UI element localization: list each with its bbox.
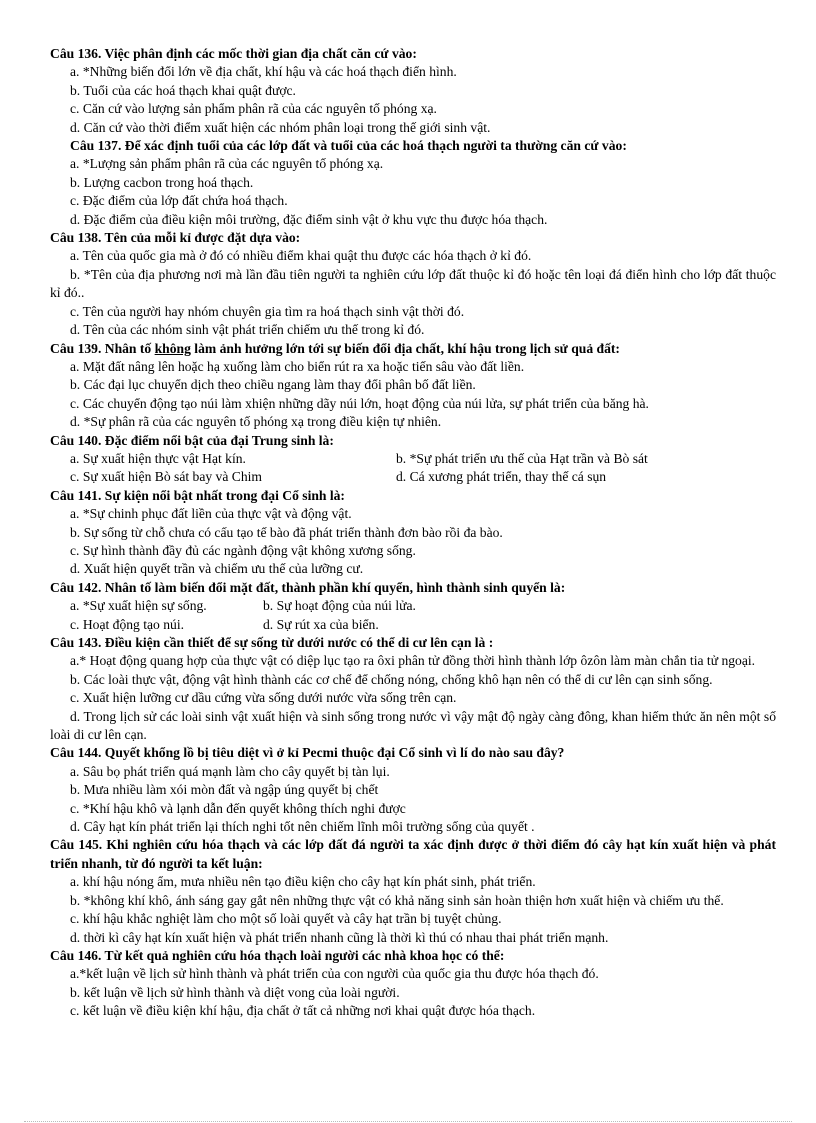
answer-row [50, 597, 776, 615]
question-143 [50, 634, 776, 744]
answer-option: a. Mặt đất nâng lên hoặc hạ xuống làm cho biển rút ra xa hoặc tiến sâu vào đất liền. [70, 358, 525, 374]
answer-option: a. *Sự xuất hiện sự sống. [70, 598, 207, 614]
answer-option: a. Tên của quốc gia mà ở đó có nhiều điểm khai quật thu được các hóa thạch ở kỉ đó. [70, 248, 532, 264]
answer-option: b. Mưa nhiều làm xói mòn đất và ngập úng quyết bị chết [70, 782, 379, 798]
question-144 [50, 744, 776, 836]
answer-option: b. Các đại lục chuyển dịch theo chiều ngang làm thay đổi phân bố đất liền. [70, 377, 476, 393]
answer-option: a.*kết luận về lịch sử hình thành và phát triển của con người của quốc gia thu được hóa thạch đó. [70, 966, 599, 982]
question-138 [50, 229, 776, 339]
answer-option: c. kết luận về điều kiện khí hậu, địa chất ở tất cả những nơi khai quật được hóa thạch. [70, 1003, 536, 1019]
answer-option: a. *Những biến đổi lớn về địa chất, khí hậu và các hoá thạch điển hình. [70, 64, 457, 80]
answer-option: d. Sự rút xa của biển. [263, 616, 379, 632]
answer-option: b. *Tên của địa phương nơi mà lần đầu tiên người ta nghiên cứu lớp đất thuộc kỉ đó hoặc tên loại đá điển hình cho lớp đất thuộc kỉ đó.. [50, 266, 776, 301]
page-bottom-rule [24, 1121, 792, 1122]
answer-option: a. *Sự chinh phục đất liền của thực vật và động vật. [70, 506, 352, 522]
answer-option: c. Đặc điểm của lớp đất chứa hoá thạch. [70, 193, 288, 209]
answer-row [50, 468, 776, 486]
question-139 [50, 340, 776, 432]
answer-option: d. Căn cứ vào thời điểm xuất hiện các nhóm phân loại trong thế giới sinh vật. [70, 119, 491, 135]
answer-option: c. Tên của người hay nhóm chuyên gia tìm ra hoá thạch sinh vật thời đó. [70, 303, 465, 319]
answer-option: c. Xuất hiện lưỡng cư dầu cứng vừa sống dưới nước vừa sống trên cạn. [70, 690, 457, 706]
question-145 [50, 836, 776, 946]
answer-option: c. Sự xuất hiện Bò sát bay và Chim [70, 469, 262, 485]
answer-option: c. Căn cứ vào lượng sản phẩm phân rã của các nguyên tố phóng xạ. [70, 101, 437, 117]
question-title: Câu 146. Từ kết quả nghiên cứu hóa thạch loài người các nhà khoa học có thể: [50, 947, 505, 963]
answer-option: b. kết luận về lịch sử hình thành và diệt vong của loài người. [70, 984, 400, 1000]
answer-option: b. Lượng cacbon trong hoá thạch. [70, 174, 254, 190]
question-142 [50, 579, 776, 634]
answer-option: a. khí hậu nóng ẩm, mưa nhiều nên tạo điều kiện cho cây hạt kín phát sinh, phát triển. [70, 874, 536, 890]
question-title-end: làm ảnh hưởng lớn tới sự biến đổi địa chất, khí hậu trong lịch sử quả đất: [190, 340, 620, 356]
answer-option: a. *Lượng sản phẩm phân rã của các nguyên tố phóng xạ. [70, 156, 384, 172]
question-141 [50, 487, 776, 579]
answer-option: b. Sự sống từ chỗ chưa có cấu tạo tế bào đã phát triển thành đơn bào rồi đa bào. [70, 524, 503, 540]
question-title: Câu 143. Điều kiện cần thiết để sự sống từ dưới nước có thể di cư lên cạn là : [50, 635, 494, 650]
answer-option: d. *Sự phân rã của các nguyên tố phóng xạ trong điều kiện tự nhiên. [70, 414, 442, 430]
answer-option: d. Cá xương phát triển, thay thế cá sụn [396, 469, 607, 485]
question-title [50, 340, 776, 358]
question-title: Câu 141. Sự kiện nổi bật nhất trong đại Cổ sinh là: [50, 487, 345, 503]
answer-option: c. Sự hình thành đầy đủ các ngành động vật không xương sống. [70, 542, 416, 558]
answer-option: d. Xuất hiện quyết trần và chiếm ưu thế của lưỡng cư. [70, 561, 364, 577]
question-140 [50, 432, 776, 487]
answer-option: b. *không khí khô, ánh sáng gay gắt nên những thực vật có khả năng sinh sản hoàn thiện hơn xuất hiện và chiếm ưu thế. [70, 892, 724, 908]
answer-option: c. *Khí hậu khô và lạnh dẫn đến quyết không thích nghi được [70, 800, 406, 816]
answer-option: d. Trong lịch sử các loài sinh vật xuất hiện và sinh sống trong nước vì vậy mật độ ngày càng đông, khan hiếm thức ăn nên một số loài di cư lên cạn. [50, 708, 776, 743]
answer-row [50, 450, 776, 468]
question-title: Câu 145. Khi nghiên cứu hóa thạch và các lớp đất đá người ta xác định được ở thời điểm đó cây hạt kín xuất hiện và phát triển nhanh, từ đó người ta kết luận: [50, 837, 776, 871]
answer-option: b. Sự hoạt động của núi lửa. [263, 598, 416, 614]
question-146 [50, 947, 776, 1021]
answer-row [50, 616, 776, 634]
answer-option: a. Sự xuất hiện thực vật Hạt kín. [70, 450, 246, 466]
question-title: Câu 142. Nhân tố làm biến đổi mặt đất, thành phần khí quyển, hình thành sinh quyển là: [50, 579, 566, 595]
question-136 [50, 45, 776, 137]
answer-option: d. Đặc điểm của điều kiện môi trường, đặc điểm sinh vật ở khu vực thu được hóa thạch. [70, 211, 548, 227]
answer-option: b. Các loài thực vật, động vật hình thành các cơ chế để chống nóng, chống khô hạn nên có thể di cư lên cạn sinh sống. [70, 671, 713, 687]
question-title: Câu 138. Tên của mỗi kỉ được đặt dựa vào: [50, 230, 301, 246]
answer-option: d. Cây hạt kín phát triển lại thích nghi tốt nên chiếm lĩnh môi trường sống của quyết . [70, 819, 535, 835]
answer-option: d. Tên của các nhóm sinh vật phát triển chiếm ưu thế trong kỉ đó. [70, 322, 425, 338]
underlined-word: không [154, 340, 191, 356]
answer-option: b. Tuổi của các hoá thạch khai quật được. [70, 82, 296, 98]
question-137 [50, 137, 776, 229]
question-title: Câu 136. Việc phân định các mốc thời gian địa chất căn cứ vào: [50, 46, 417, 61]
document-page [50, 45, 776, 1021]
answer-option: d. thời kì cây hạt kín xuất hiện và phát triển nhanh cũng là thời kì thú có nhau thai phát triển mạnh. [70, 929, 609, 945]
question-title: Câu 137. Để xác định tuổi của các lớp đất và tuổi của các hoá thạch người ta thường căn cứ vào: [70, 138, 627, 154]
answer-option: c. Hoạt động tạo núi. [70, 616, 185, 632]
answer-option: a. Sâu bọ phát triển quá mạnh làm cho cây quyết bị tàn lụi. [70, 763, 390, 779]
answer-option: a.* Hoạt động quang hợp của thực vật có diệp lục tạo ra ôxi phân tử đồng thời hình thành lớp ôzôn làm màn chắn tia tử ngoại. [70, 653, 756, 669]
answer-option: c. khí hậu khắc nghiệt làm cho một số loài quyết và cây hạt trần bị tuyệt chủng. [70, 911, 502, 927]
answer-option: b. *Sự phát triển ưu thế của Hạt trần và Bò sát [396, 450, 648, 466]
question-title: Câu 144. Quyết khổng lồ bị tiêu diệt vì ở kỉ Pecmi thuộc đại Cổ sinh vì lí do nào sau đây? [50, 745, 565, 761]
question-title-start: Câu 139. Nhân tố [50, 340, 155, 356]
answer-option: c. Các chuyển động tạo núi làm xhiện những dãy núi lớn, hoạt động của núi lửa, sự phát triển của băng hà. [70, 395, 649, 411]
question-title: Câu 140. Đặc điểm nổi bật của đại Trung sinh là: [50, 432, 334, 448]
